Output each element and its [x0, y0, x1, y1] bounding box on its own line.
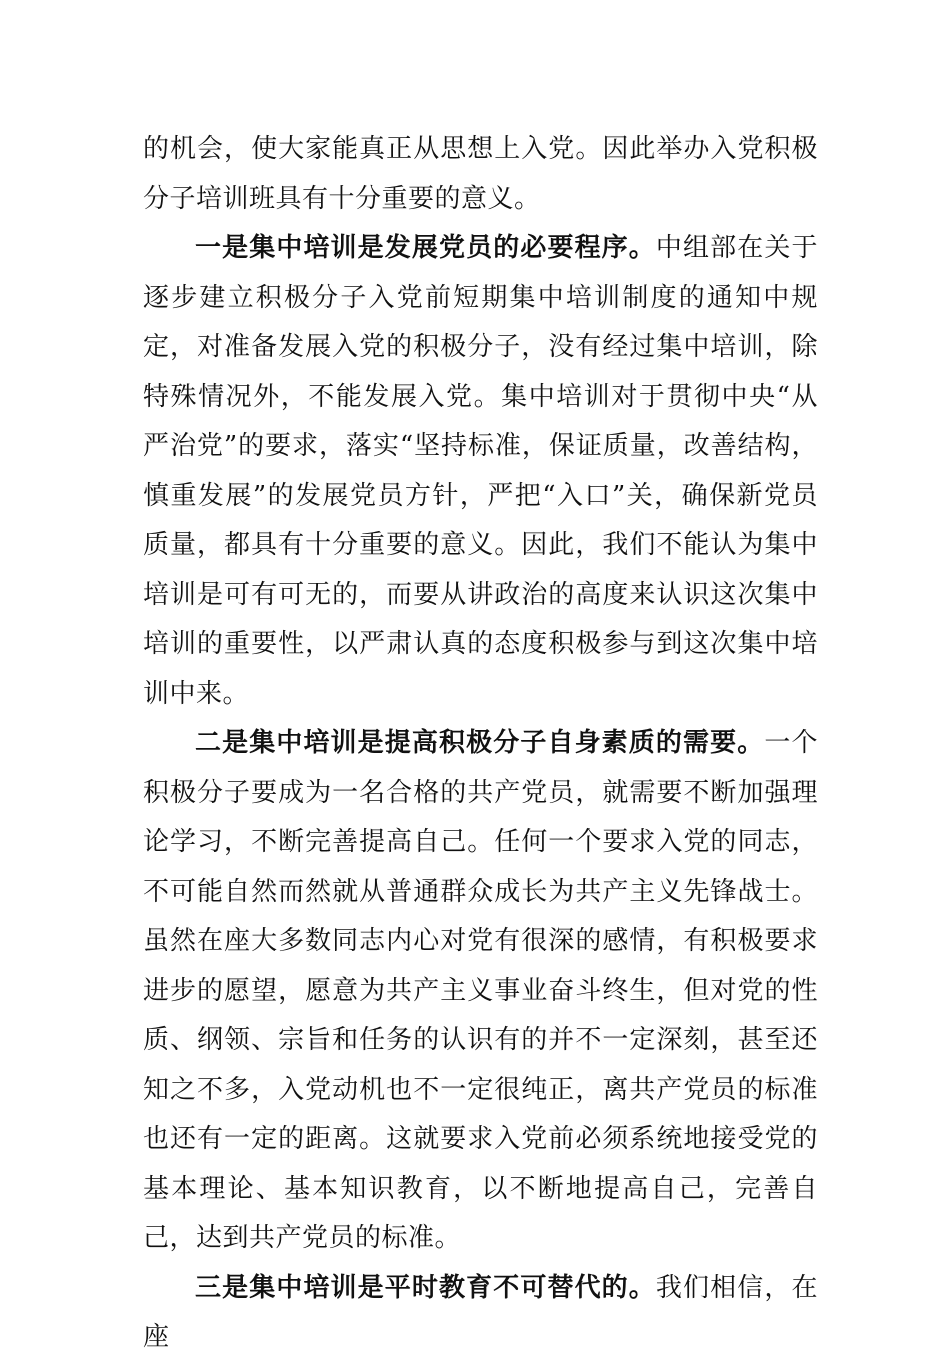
paragraph-continuation: [143, 125, 818, 224]
paragraph-heading: 三是集中培训是平时教育不可替代的。: [195, 1272, 656, 1303]
paragraph-point-one: [143, 224, 818, 719]
paragraph-heading: 二是集中培训是提高积极分子自身素质的需要。: [195, 728, 765, 758]
paragraph-text: 我们相信，在座: [143, 1272, 818, 1352]
document-body: [143, 125, 818, 1363]
paragraph-point-two: [143, 719, 818, 1264]
paragraph-text: 的机会，使大家能真正从思想上入党。因此举办入党积极分子培训班具有十分重要的意义。: [143, 134, 818, 214]
paragraph-heading: 一是集中培训是发展党员的必要程序。: [195, 233, 656, 263]
paragraph-text: 一个积极分子要成为一名合格的共产党员，就需要不断加强理论学习，不断完善提高自己。任何一个要求入党的同志，不可能自然而然就从普通群众成长为共产主义先锋战士。虽然在座大多数同志内心对党有很深的感情，有积极要求进步的愿望，愿意为共产主义事业奋斗终生，但对党的性质、纲领、宗旨和任务的认识有的并不一定深刻，甚至还知之不多，入党动机也不一定很纯正，离共产党员的标准也还有一定的距离。这就要求入党前必须系统地接受党的基本理论、基本知识教育，以不断地提高自己，完善自己，达到共产党员的标准。: [143, 728, 818, 1253]
paragraph-text: 中组部在关于逐步建立积极分子入党前短期集中培训制度的通知中规定，对准备发展入党的积极分子，没有经过集中培训，除特殊情况外，不能发展入党。集中培训对于贯彻中央“从严治党”的要求，落实“坚持标准，保证质量，改善结构，慎重发展”的发展党员方针，严把“入口”关，确保新党员质量，都具有十分重要的意义。因此，我们不能认为集中培训是可有可无的，而要从讲政治的高度来认识这次集中培训的重要性，以严肃认真的态度积极参与到这次集中培训中来。: [143, 233, 818, 709]
paragraph-point-three: [143, 1264, 818, 1363]
